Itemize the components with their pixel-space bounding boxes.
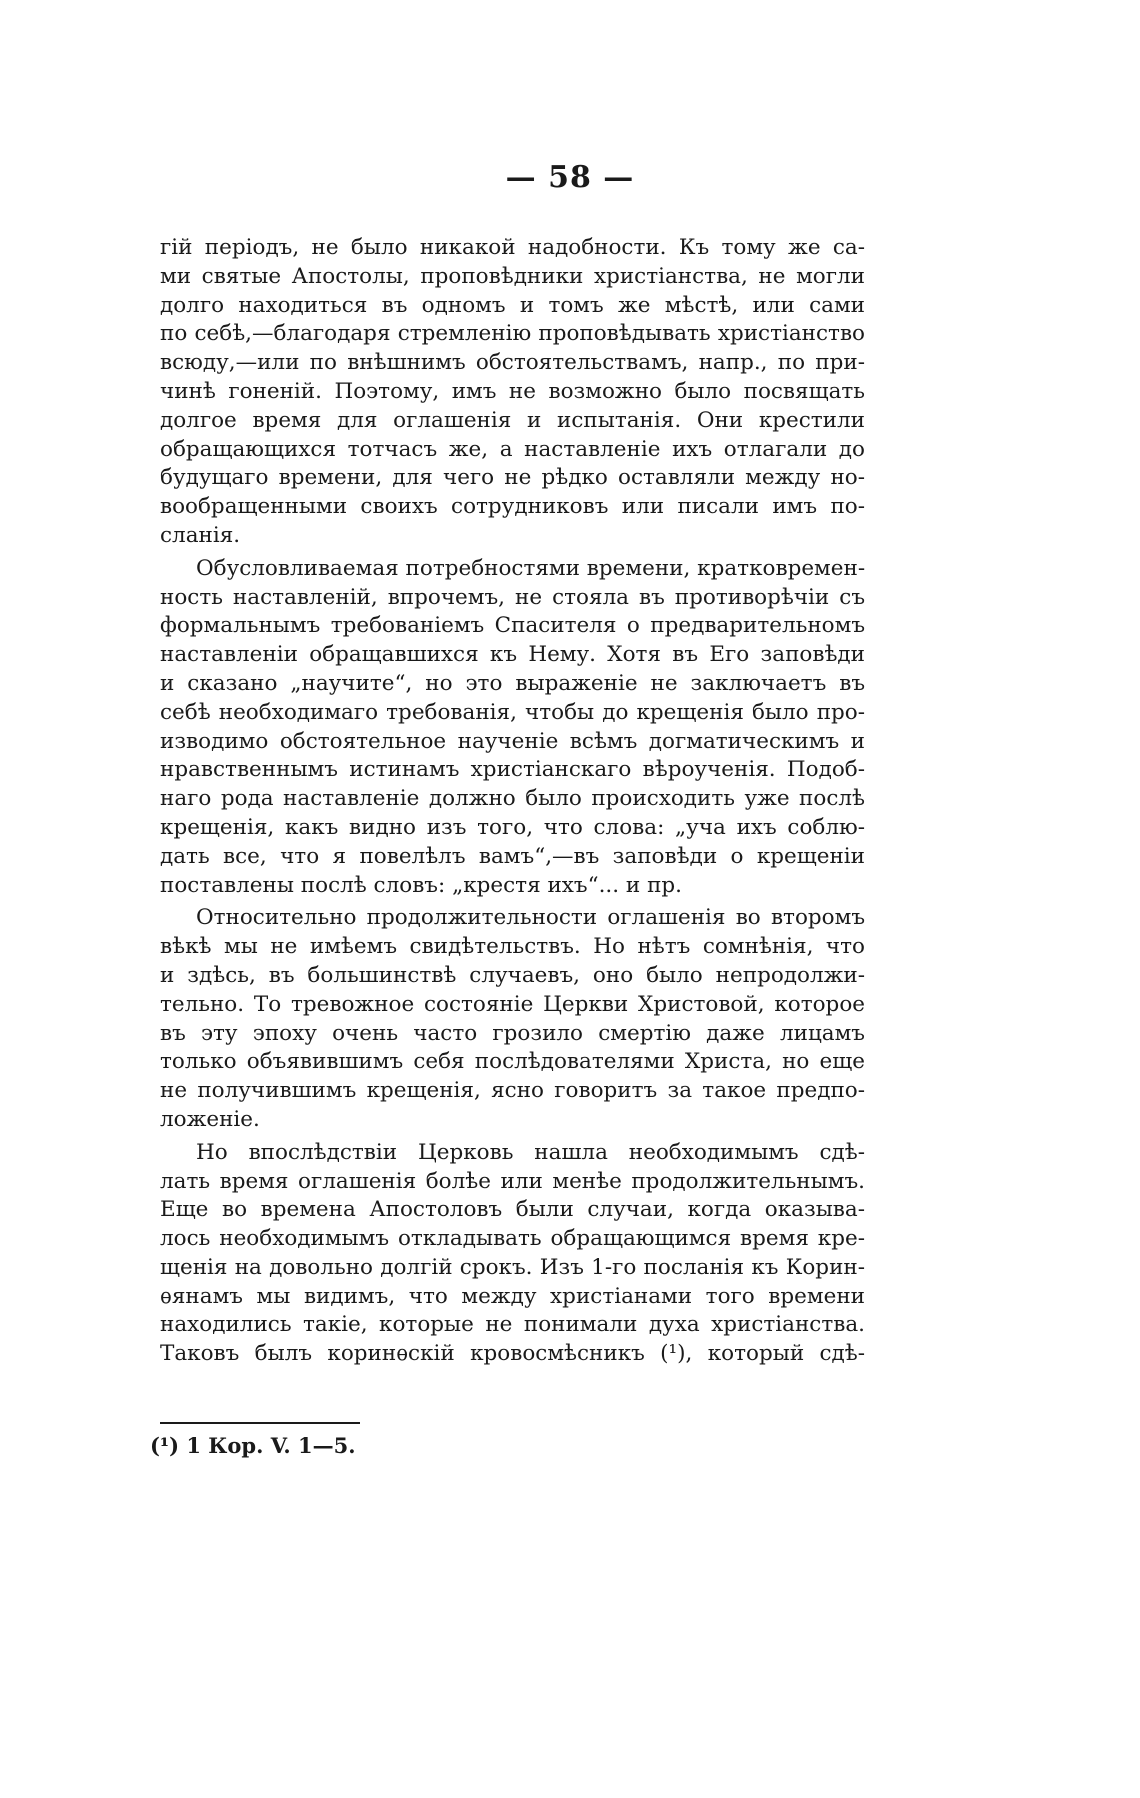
text-line: долгое время для оглашенія и испытанія. Они крестили bbox=[160, 407, 865, 433]
text-line: наго рода наставленіе должно было происходить уже послѣ bbox=[160, 786, 865, 812]
text-line: гій періодъ, не было никакой надобности. Къ тому же са- bbox=[160, 235, 865, 260]
page-number: — 58 — bbox=[505, 160, 635, 195]
text-line: находились такіе, которые не понимали духа христіанства. bbox=[160, 1312, 865, 1338]
text-line: лать время оглашенія болѣе или менѣе продолжительнымъ. bbox=[160, 1168, 865, 1194]
text-line: нравственнымъ истинамъ христіанскаго вѣроученія. Подоб- bbox=[160, 757, 865, 783]
text-line: формальнымъ требованіемъ Спасителя о предварительномъ bbox=[160, 613, 865, 639]
text-line: ѳянамъ мы видимъ, что между христіанами того времени bbox=[160, 1283, 865, 1309]
paragraph-3 bbox=[160, 904, 865, 1134]
text-line: поставлены послѣ словъ: „крестя ихъ“... и пр. bbox=[160, 872, 683, 898]
text-line: крещенія, какъ видно изъ того, что слова: „уча ихъ соблю- bbox=[160, 814, 865, 840]
text-line: въ эту эпоху очень часто грозило смертію даже лицамъ bbox=[160, 1020, 865, 1046]
text-line: по себѣ,—благодаря стремленію проповѣдывать христіанство bbox=[160, 321, 865, 347]
paragraph-1 bbox=[160, 234, 865, 551]
text-line: лось необходимымъ откладывать обращающимся время кре- bbox=[160, 1226, 865, 1252]
paragraph-2 bbox=[160, 555, 865, 901]
text-line: чинѣ гоненій. Поэтому, имъ не возможно было посвящать bbox=[160, 378, 865, 404]
text-line: будущаго времени, для чего не рѣдко оставляли между но- bbox=[160, 465, 865, 491]
text-line: изводимо обстоятельное наученіе всѣмъ догматическимъ и bbox=[160, 728, 865, 754]
text-line: ность наставленій, впрочемъ, не стояла въ противорѣчіи съ bbox=[160, 584, 865, 610]
text-line: только объявившимъ себя послѣдователями Христа, но еще bbox=[160, 1049, 865, 1075]
text-line: сланія. bbox=[160, 522, 241, 548]
text-line: тельно. То тревожное состояніе Церкви Христовой, которое bbox=[160, 991, 865, 1017]
text-line: вообращенными своихъ сотрудниковъ или писали имъ по- bbox=[160, 494, 865, 520]
text-line: Относительно продолжительности оглашенія во второмъ bbox=[196, 905, 865, 931]
text-line: и здѣсь, въ большинствѣ случаевъ, оно было непродолжи- bbox=[160, 962, 865, 988]
text-line: не получившимъ крещенія, ясно говоритъ за такое предпо- bbox=[160, 1078, 865, 1104]
text-line: вѣкѣ мы не имѣемъ свидѣтельствъ. Но нѣтъ сомнѣнія, что bbox=[160, 934, 865, 960]
footnote-divider bbox=[160, 1422, 360, 1424]
text-line: долго находиться въ одномъ и томъ же мѣстѣ, или сами bbox=[160, 292, 865, 318]
text-line: Еще во времена Апостоловъ были случаи, когда оказыва- bbox=[160, 1197, 865, 1223]
text-line: дать все, что я повелѣлъ вамъ“,—въ заповѣди о крещеніи bbox=[160, 843, 865, 869]
text-line: обращающихся тотчасъ же, а наставленіе ихъ отлагали до bbox=[160, 436, 865, 462]
footnote: (¹) 1 Кор. V. 1—5. bbox=[150, 1433, 356, 1458]
text-line: Таковъ былъ коринѳскій кровосмѣсникъ (¹), который сдѣ- bbox=[160, 1341, 865, 1367]
text-line: Обусловливаемая потребностями времени, кратковремен- bbox=[196, 555, 866, 581]
text-line: Но впослѣдствіи Церковь нашла необходимымъ сдѣ- bbox=[196, 1139, 865, 1165]
text-line: и сказано „научите“, но это выраженіе не заключаетъ въ bbox=[160, 670, 865, 696]
text-line: наставленіи обращавшихся къ Нему. Хотя въ Его заповѣди bbox=[160, 642, 865, 668]
text-line: щенія на довольно долгій срокъ. Изъ 1-го посланія къ Корин- bbox=[160, 1254, 865, 1280]
text-line: всюду,—или по внѣшнимъ обстоятельствамъ, напр., по при- bbox=[160, 350, 865, 376]
paragraph-4 bbox=[160, 1139, 865, 1369]
text-line: ложеніе. bbox=[160, 1106, 260, 1132]
text-line: ми святые Апостолы, проповѣдники христіанства, не могли bbox=[160, 263, 865, 289]
text-line: себѣ необходимаго требованія, чтобы до крещенія было про- bbox=[160, 699, 865, 725]
body-text bbox=[160, 234, 865, 1369]
